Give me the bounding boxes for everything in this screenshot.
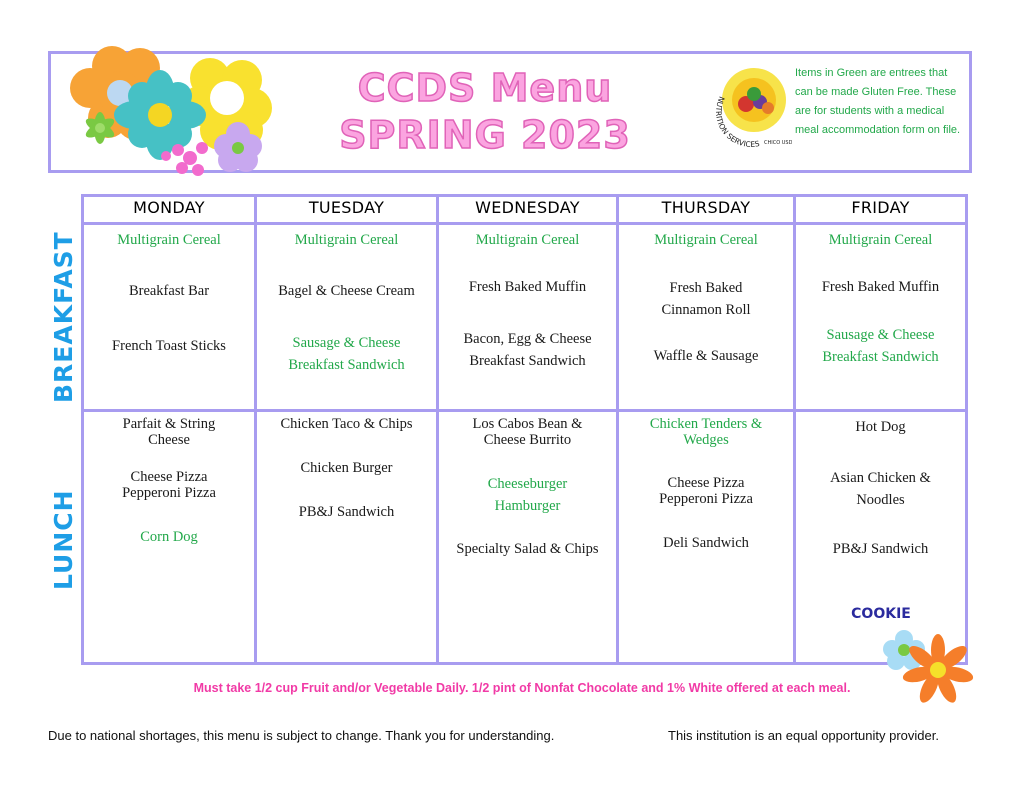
breakfast-item: Breakfast Bar — [128, 283, 210, 299]
breakfast-item: Sausage & Cheese Breakfast Sandwich — [288, 335, 405, 373]
breakfast-item: Fresh Baked Muffin — [821, 279, 940, 295]
lunch-item: Parfait & String Cheese — [122, 416, 216, 448]
lunch-item: Cheeseburger — [487, 476, 568, 492]
lunch-item: Specialty Salad & Chips — [456, 541, 599, 557]
cookie-item: COOKIE — [851, 606, 911, 622]
day-header-tuesday: TUESDAY — [308, 198, 385, 217]
lunch-item: Pepperoni Pizza — [659, 491, 753, 507]
breakfast-item: Multigrain Cereal — [654, 232, 758, 248]
lunch-item: Corn Dog — [140, 529, 198, 545]
equal-opportunity-notice: This institution is an equal opportunity provider. — [668, 728, 939, 743]
lunch-item: Hamburger — [494, 498, 561, 514]
breakfast-item: Fresh Baked Cinnamon Roll — [661, 280, 751, 318]
breakfast-item: Multigrain Cereal — [117, 232, 221, 248]
breakfast-item: Bacon, Egg & Cheese Breakfast Sandwich — [463, 331, 592, 369]
day-header-thursday: THURSDAY — [661, 198, 751, 217]
flower-decoration — [60, 38, 275, 183]
lunch-item: Asian Chicken & Noodles — [830, 470, 931, 508]
daily-requirement-note: Must take 1/2 cup Fruit and/or Vegetable Daily. 1/2 pint of Nonfat Chocolate and 1% White offered at each meal. — [193, 681, 851, 695]
breakfast-item: Waffle & Sausage — [653, 348, 759, 364]
menu-title: CCDS Menu — [357, 66, 613, 110]
lunch-label: LUNCH — [49, 489, 78, 590]
lunch-item: PB&J Sandwich — [298, 504, 395, 520]
lunch-item: Chicken Taco & Chips — [280, 416, 413, 432]
breakfast-item: French Toast Sticks — [112, 338, 226, 354]
shortage-notice: Due to national shortages, this menu is subject to change. Thank you for understanding. — [48, 728, 555, 743]
lunch-item: Chicken Burger — [300, 460, 393, 476]
logo-subtext: CHICO USD — [764, 140, 792, 146]
breakfast-label: BREAKFAST — [49, 231, 78, 403]
lunch-item: PB&J Sandwich — [832, 541, 929, 557]
breakfast-item: Multigrain Cereal — [294, 232, 399, 248]
lunch-item: Los Cabos Bean & Cheese Burrito — [472, 416, 583, 448]
breakfast-item: Sausage & Cheese Breakfast Sandwich — [822, 327, 939, 365]
lunch-item: Cheese Pizza — [667, 475, 745, 491]
menu-subtitle: SPRING 2023 — [339, 113, 631, 157]
lunch-item: Hot Dog — [855, 419, 906, 435]
day-header-wednesday: WEDNESDAY — [475, 198, 580, 217]
lunch-item: Cheese Pizza — [130, 469, 208, 485]
lunch-item: Deli Sandwich — [663, 535, 749, 551]
gluten-free-note: Items in Green are entrees that can be made Gluten Free. These are for students with a medical meal accommodation form on file. — [795, 67, 961, 136]
nutrition-services-logo — [712, 62, 792, 148]
lunch-item: Chicken Tenders & Wedges — [649, 416, 763, 448]
breakfast-item: Bagel & Cheese Cream — [278, 283, 415, 299]
breakfast-item: Multigrain Cereal — [828, 232, 933, 248]
day-header-monday: MONDAY — [133, 198, 205, 217]
breakfast-item: Multigrain Cereal — [475, 232, 580, 248]
breakfast-item: Fresh Baked Muffin — [468, 279, 587, 295]
lunch-item: Pepperoni Pizza — [122, 485, 216, 501]
day-header-friday: FRIDAY — [851, 198, 910, 217]
logo-text: NUTRITION SERVICES — [714, 95, 761, 148]
